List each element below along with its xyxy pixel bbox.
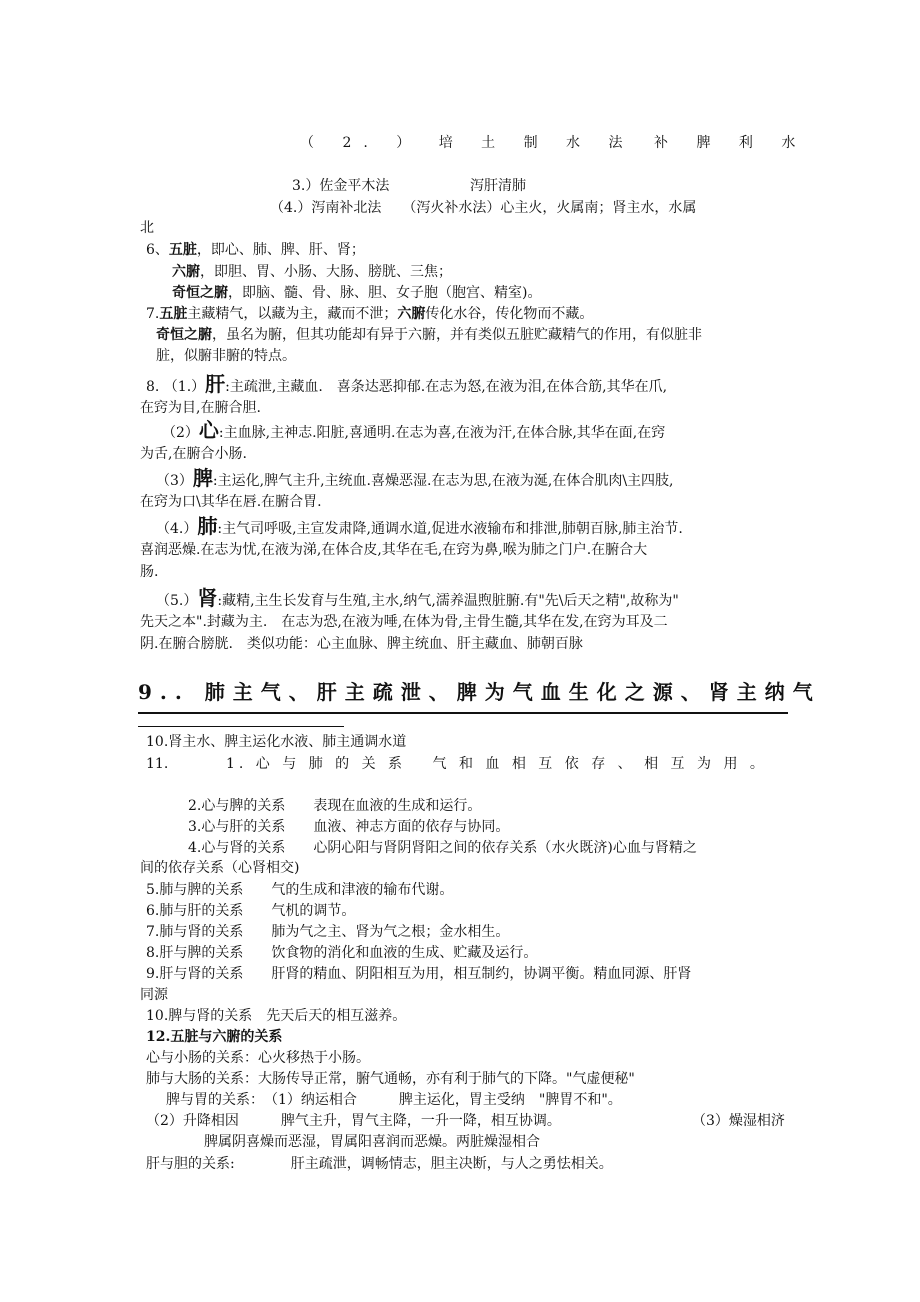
text-line [146,240,365,260]
text-line: 间的依存关系（心肾相交) [140,860,300,876]
text-line: 8.肝与脾的关系 饮食物的消化和血液的生成、贮藏及运行。 [146,945,538,961]
text-line: 先天之本".封藏为主. 在志为恐,在液为唾,在体为骨,主骨生髓,其华在发,在窍为耳及二 [140,614,668,630]
text-line: 4.心与肾的关系 心阴心阳与肾阴肾阳之间的依存关系（水火既济)心血与肾精之 [188,840,697,856]
term-bold: 奇恒之腑 [172,285,228,301]
text-line [156,468,674,491]
text-span: 主藏精气，以藏为主，藏而不泄； [187,306,398,322]
text-line: 在窍为口\其华在唇.在腑合胃. [140,494,322,510]
text-line: 脾属阴喜燥而恶湿，胃属阳喜润而恶燥。两脏燥湿相合 [204,1134,540,1150]
text-line: 脾与胃的关系： （1）纳运相合 脾主运化，胃主受纳 "脾胃不和"。 [166,1092,622,1108]
text-span: （5.） [156,593,198,609]
term-bold: 五脏 [159,306,188,322]
text-line: 阴.在腑合膀胱. 类似功能：心主血脉、脾主统血、肝主藏血、肺朝百脉 [140,636,583,652]
term-bold: 六腑 [172,264,200,280]
text-line: 为舌,在腑合小肠. [140,446,247,462]
text-line: 同源 [140,987,168,1003]
text-line: 3.）佐金平木法 [292,178,390,194]
text-line: 3.心与肝的关系 血液、神志方面的依存与协同。 [188,819,510,835]
text-line [146,304,593,324]
organ-heading: 脾 [192,466,213,490]
text-span: ，虽名为腑，但其功能却有异于六腑，并有类似五脏贮藏精气的作用，有似脏非 [212,327,702,343]
text-span: （4.） [156,521,198,537]
text-line: 在窍为目,在腑合胆. [140,400,261,416]
text-span: :主气司呼吸,主宣发肃降,通调水道,促进水液输布和排泄,肺朝百脉,肺主治节. [217,521,683,537]
text-line [156,588,679,611]
text-line: 肠. [140,564,159,580]
text-span: ，即脑、髓、骨、脉、胆、女子胞（胞宫、精室)。 [228,285,542,301]
text-line [156,325,702,345]
text-line: （3）燥湿相济 [692,1113,785,1129]
text-span: （2） [162,425,199,441]
text-line [172,262,452,282]
text-line: 2.心与脾的关系 表现在血液的生成和运行。 [188,798,482,814]
text-line: 肝与胆的关系: 肝主疏泄，调畅情志，胆主决断，与人之勇怯相关。 [146,1156,613,1172]
text-line: 肺与大肠的关系：大肠传导正常，腑气通畅，亦有利于肺气的下降。"气虚便秘" [146,1071,635,1087]
text-span: :藏精,主生长发育与生殖,主水,纳气,濡养温煦脏腑.有"先\后天之精",故称为" [217,593,679,609]
text-line: 9.肝与肾的关系 肝肾的精血、阴阳相互为用，相互制约，协调平衡。精血同源、肝肾 [146,966,692,982]
divider-line [138,726,344,727]
text-span: 7. [146,306,160,322]
term-bold: 六腑 [397,306,426,322]
section-heading: 9.. 肺主气、肝主疏泄、脾为气血生化之源、肾主纳气 [138,680,821,704]
text-span: :主血脉,主神志.阳脏,喜通明.在志为喜,在液为汗,在体合脉,其华在面,在窍 [218,425,666,441]
text-line: 5.肺与脾的关系 气的生成和津液的输布代谢。 [146,882,454,898]
text-span: :主疏泄,主藏血. 喜条达恶抑郁.在志为怒,在液为泪,在体合筋,其华在爪, [225,379,668,395]
text-line: 1. 心 与 肺 的 关 系 气 和 血 相 互 依 存 、 相 互 为 用 。 [226,756,768,772]
text-line: 补 脾 利 水 [654,135,808,151]
text-span: :主运化,脾气主升,主统血.喜燥恶湿.在志为思,在液为涎,在体合肌肉\主四肢, [212,473,674,489]
term-bold: 奇恒之腑 [156,327,212,343]
text-line: 泻肝清肺 [470,178,526,194]
text-line: 心与小肠的关系：心火移热于小肠。 [146,1050,370,1066]
text-line: 7.肺与肾的关系 肺为气之主、肾为气之根；金水相生。 [146,924,510,940]
organ-heading: 心 [198,418,219,442]
text-span: ，即心、肺、脾、肝、肾； [196,242,365,258]
term-bold: 五脏 [168,242,197,258]
text-span: 6、 [146,242,169,258]
text-line: 6.肺与肝的关系 气机的调节。 [146,903,356,919]
text-line: 10.肾主水、脾主运化水液、肺主通调水道 [146,734,407,750]
text-line: （2）升降相因 脾气主升，胃气主降，一升一降，相互协调。 [146,1113,561,1129]
text-span: ，即胆、胃、小肠、大肠、膀胱、三焦； [200,264,452,280]
organ-heading: 肾 [197,586,218,610]
text-span: （3） [156,473,193,489]
text-line: （ 2. ） 培 土 制 水 法 [300,135,635,151]
text-line: 11. [146,756,169,772]
organ-heading: 肺 [197,514,218,538]
text-span: 传化水谷，传化物而不藏。 [425,306,594,322]
text-line [162,420,665,443]
text-line [146,374,667,397]
text-span: 8. （1.） [146,379,206,395]
heading-underline [138,712,788,714]
text-line [156,516,683,539]
text-line: 喜润恶燥.在志为忧,在液为涕,在体合皮,其华在毛,在窍为鼻,喉为肺之门户.在腑合大 [140,542,648,558]
text-line: 北 [140,220,154,236]
text-line [172,283,541,303]
text-line: （4.）泻南补北法 （泻火补水法）心主火，火属南；肾主水，水属 [270,200,697,216]
organ-heading: 肝 [205,372,226,396]
text-line: 10.脾与肾的关系 先天后天的相互滋养。 [146,1008,407,1024]
subsection-heading: 12.五脏与六腑的关系 [146,1029,283,1045]
text-line: 脏，似腑非腑的特点。 [156,348,296,364]
